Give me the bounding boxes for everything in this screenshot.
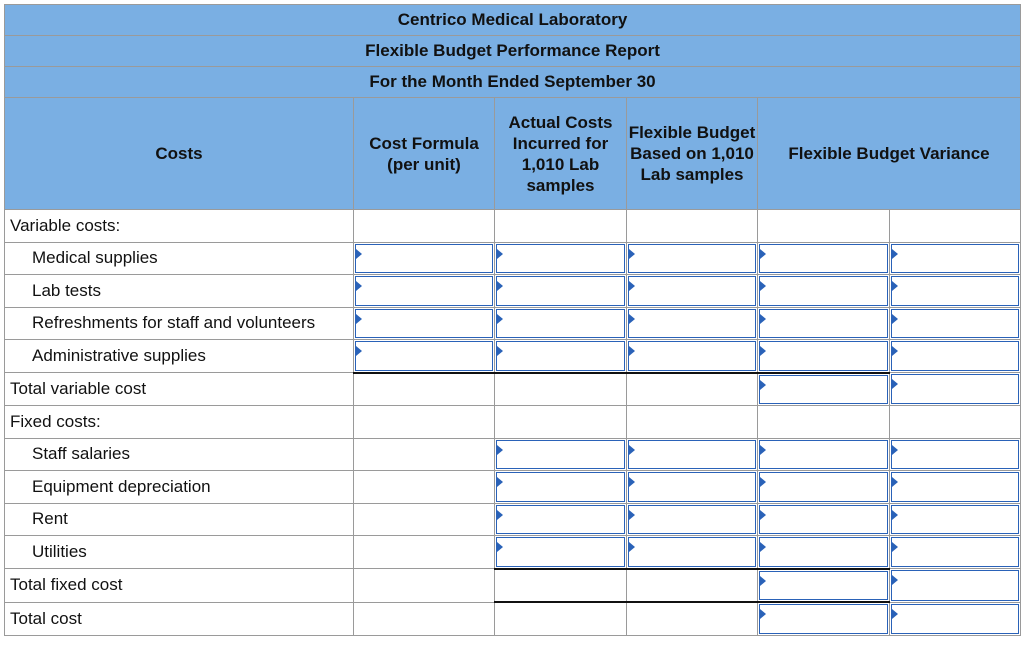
- admin-supplies-formula-input[interactable]: [355, 341, 493, 371]
- lab-tests-variance-input[interactable]: [759, 276, 888, 306]
- medical-supplies-formula-input[interactable]: [355, 244, 493, 274]
- medical-supplies-flexible-input[interactable]: [628, 244, 756, 274]
- utilities-flexible-input[interactable]: [628, 537, 756, 567]
- total-variable-variance-input[interactable]: [759, 375, 888, 405]
- table-row: [5, 242, 1021, 275]
- row-label-refreshments: Refreshments for staff and volunteers: [5, 307, 354, 340]
- table-row: [5, 471, 1021, 504]
- refreshments-flexible-input[interactable]: [628, 309, 756, 339]
- row-label-administrative-supplies: Administrative supplies: [5, 340, 354, 373]
- admin-supplies-flexible-input[interactable]: [628, 341, 756, 371]
- company-name: Centrico Medical Laboratory: [5, 5, 1021, 36]
- row-label-staff-salaries: Staff salaries: [5, 438, 354, 471]
- refreshments-formula-input[interactable]: [355, 309, 493, 339]
- header-actual-costs: Actual Costs Incurred for 1,010 Lab samples: [495, 98, 627, 210]
- header-flexible-budget-variance: Flexible Budget Variance: [758, 98, 1021, 210]
- flexible-budget-table: [4, 4, 1021, 636]
- table-row: [5, 503, 1021, 536]
- row-label-lab-tests: Lab tests: [5, 275, 354, 308]
- medical-supplies-fu-select[interactable]: [891, 244, 1019, 274]
- table-row: [5, 406, 1021, 439]
- row-label-utilities: Utilities: [5, 536, 354, 569]
- lab-tests-formula-input[interactable]: [355, 276, 493, 306]
- admin-supplies-fu-select[interactable]: [891, 341, 1019, 371]
- table-row: [5, 438, 1021, 471]
- row-label-variable-costs: Variable costs:: [5, 210, 354, 243]
- report-title: Flexible Budget Performance Report: [5, 36, 1021, 67]
- header-cost-formula: Cost Formula (per unit): [354, 98, 495, 210]
- row-label-equipment-depreciation: Equipment depreciation: [5, 471, 354, 504]
- rent-variance-input[interactable]: [759, 505, 888, 535]
- table-row: [5, 340, 1021, 373]
- row-label-total-variable-cost: Total variable cost: [5, 373, 354, 406]
- admin-supplies-variance-input[interactable]: [759, 341, 888, 371]
- equipment-depreciation-flexible-input[interactable]: [628, 472, 756, 502]
- row-label-total-fixed-cost: Total fixed cost: [5, 569, 354, 603]
- table-row: [5, 373, 1021, 406]
- staff-salaries-variance-input[interactable]: [759, 440, 888, 470]
- refreshments-actual-input[interactable]: [496, 309, 625, 339]
- rent-flexible-input[interactable]: [628, 505, 756, 535]
- total-fixed-variance-input[interactable]: [759, 571, 888, 601]
- row-label-fixed-costs: Fixed costs:: [5, 406, 354, 439]
- utilities-fu-select[interactable]: [891, 537, 1019, 567]
- lab-tests-flexible-input[interactable]: [628, 276, 756, 306]
- equipment-depreciation-fu-select[interactable]: [891, 472, 1019, 502]
- utilities-variance-input[interactable]: [759, 537, 888, 567]
- staff-salaries-flexible-input[interactable]: [628, 440, 756, 470]
- lab-tests-actual-input[interactable]: [496, 276, 625, 306]
- table-row: [5, 210, 1021, 243]
- row-label-medical-supplies: Medical supplies: [5, 242, 354, 275]
- utilities-actual-input[interactable]: [496, 537, 625, 567]
- medical-supplies-actual-input[interactable]: [496, 244, 625, 274]
- total-cost-fu-select[interactable]: [891, 604, 1019, 634]
- refreshments-fu-select[interactable]: [891, 309, 1019, 339]
- equipment-depreciation-actual-input[interactable]: [496, 472, 625, 502]
- table-row: [5, 307, 1021, 340]
- total-variable-fu-select[interactable]: [891, 374, 1019, 404]
- refreshments-variance-input[interactable]: [759, 309, 888, 339]
- table-row: [5, 569, 1021, 603]
- lab-tests-fu-select[interactable]: [891, 276, 1019, 306]
- header-costs: Costs: [5, 98, 354, 210]
- table-row: [5, 536, 1021, 569]
- staff-salaries-fu-select[interactable]: [891, 440, 1019, 470]
- staff-salaries-actual-input[interactable]: [496, 440, 625, 470]
- equipment-depreciation-variance-input[interactable]: [759, 472, 888, 502]
- rent-fu-select[interactable]: [891, 505, 1019, 535]
- total-fixed-fu-select[interactable]: [891, 570, 1019, 601]
- row-label-rent: Rent: [5, 503, 354, 536]
- total-cost-variance-input[interactable]: [759, 604, 888, 634]
- medical-supplies-variance-input[interactable]: [759, 244, 888, 274]
- admin-supplies-actual-input[interactable]: [496, 341, 625, 371]
- row-label-total-cost: Total cost: [5, 602, 354, 635]
- table-row: [5, 275, 1021, 308]
- rent-actual-input[interactable]: [496, 505, 625, 535]
- report-period: For the Month Ended September 30: [5, 67, 1021, 98]
- table-row: [5, 602, 1021, 635]
- header-flexible-budget: Flexible Budget Based on 1,010 Lab samples: [627, 98, 758, 210]
